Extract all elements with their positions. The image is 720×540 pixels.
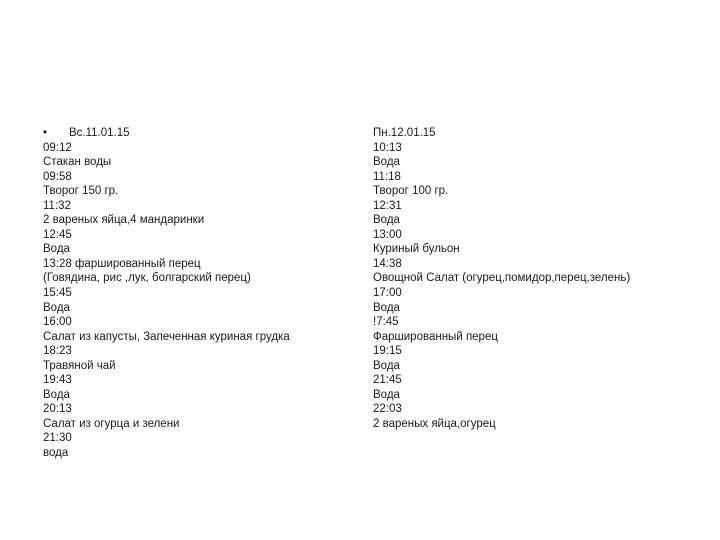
right-line: Вода bbox=[373, 214, 400, 227]
right-line: 21:45 bbox=[373, 374, 402, 387]
left-line: вода bbox=[43, 447, 69, 460]
right-column-monday bbox=[373, 126, 693, 431]
right-line: 14:38 bbox=[373, 257, 402, 270]
right-line: Вода bbox=[373, 301, 400, 314]
left-column-sunday bbox=[43, 126, 343, 461]
right-line: Овощной Салат (огурец,помидор,перец,зелень) bbox=[373, 272, 631, 285]
left-line: 11:32 bbox=[43, 199, 71, 212]
right-line: 12:31 bbox=[373, 199, 402, 212]
right-line: 10:13 bbox=[373, 141, 402, 154]
bullet-icon: • bbox=[43, 127, 48, 139]
right-line: Вода bbox=[373, 359, 400, 372]
left-date: Вс.11.01.15 bbox=[69, 127, 130, 139]
right-date: Пн.12.01.15 bbox=[373, 127, 436, 139]
right-line: 11:18 bbox=[373, 170, 401, 183]
left-line: 13:28 фаршированный перец bbox=[43, 257, 201, 270]
left-line-date bbox=[43, 126, 343, 141]
left-line: (Говядина, рис ,лук, болгарский перец) bbox=[43, 272, 251, 285]
left-line: 16:00 bbox=[43, 316, 72, 329]
right-line: 13:00 bbox=[373, 228, 402, 241]
right-line: Фаршированный перец bbox=[373, 330, 498, 343]
left-line: Вода bbox=[43, 243, 70, 256]
right-line: 22:03 bbox=[373, 403, 402, 416]
left-line: 15:45 bbox=[43, 287, 72, 300]
left-line: 09:58 bbox=[43, 170, 72, 183]
left-line: 12:45 bbox=[43, 228, 72, 241]
right-line: 17:00 bbox=[373, 287, 402, 300]
right-line: Вода bbox=[373, 156, 400, 169]
right-line: !7:45 bbox=[373, 316, 399, 329]
right-line: 19:15 bbox=[373, 345, 402, 358]
left-line: 20:13 bbox=[43, 403, 72, 416]
left-line: 09:12 bbox=[43, 141, 72, 154]
right-line: 2 вареных яйца,огурец bbox=[373, 417, 496, 430]
left-line: 18:23 bbox=[43, 345, 72, 358]
right-line: Вода bbox=[373, 388, 400, 401]
right-line: Куриный бульон bbox=[373, 243, 460, 256]
left-line: 2 вареных яйца,4 мандаринки bbox=[43, 214, 205, 227]
left-line: Вода bbox=[43, 388, 70, 401]
left-line: 19:43 bbox=[43, 374, 72, 387]
left-line: Стакан воды bbox=[43, 156, 112, 169]
left-line: Травяной чай bbox=[43, 359, 116, 372]
left-line: 21:30 bbox=[43, 432, 72, 445]
left-line: Салат из огурца и зелени bbox=[43, 417, 180, 430]
left-line: Салат из капусты, Запеченная куриная грудка bbox=[43, 330, 290, 343]
left-line: Творог 150 гр. bbox=[43, 185, 119, 198]
right-line: Творог 100 гр. bbox=[373, 185, 449, 198]
left-line: Вода bbox=[43, 301, 70, 314]
